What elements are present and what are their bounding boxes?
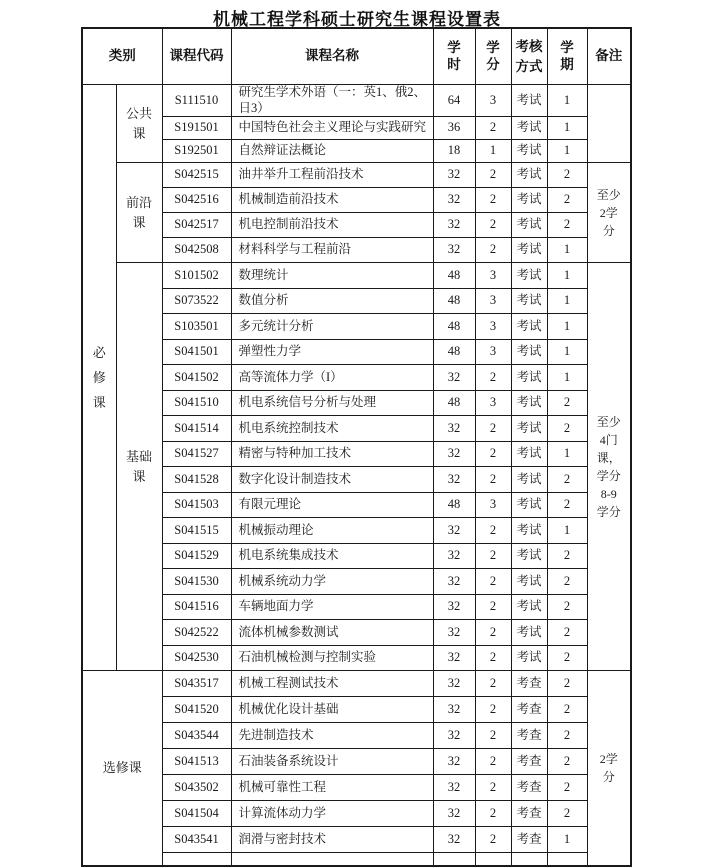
course-name-cell: 数字化设计制造技术: [231, 467, 433, 493]
table-row: [82, 594, 631, 620]
course-semester-cell: 2: [547, 492, 587, 518]
table-row-cropped: [82, 853, 631, 867]
course-code-cell: S073522: [162, 288, 231, 314]
table-row: [82, 467, 631, 493]
course-semester-cell: 2: [547, 620, 587, 646]
course-code-cell: S041514: [162, 416, 231, 442]
course-hours-cell: 48: [433, 339, 475, 365]
course-table: [81, 27, 632, 867]
course-code-cell: S041515: [162, 518, 231, 544]
course-hours-cell: 32: [433, 518, 475, 544]
course-semester-cell: 1: [547, 263, 587, 289]
table-row: [82, 749, 631, 775]
course-hours-cell: 32: [433, 188, 475, 213]
course-credits-cell: 2: [475, 801, 511, 827]
course-semester-cell: 2: [547, 569, 587, 595]
course-name-cell: 机械工程测试技术: [231, 671, 433, 697]
course-name-cell: 数值分析: [231, 288, 433, 314]
course-code-cell: S041529: [162, 543, 231, 569]
table-row: [82, 339, 631, 365]
course-assessment-cell: 考查: [511, 749, 547, 775]
course-semester-cell: 2: [547, 697, 587, 723]
course-credits-cell: 2: [475, 188, 511, 213]
course-code-cell: S041516: [162, 594, 231, 620]
course-semester-cell: 1: [547, 365, 587, 391]
course-semester-cell: 2: [547, 390, 587, 416]
course-hours-cell: 48: [433, 288, 475, 314]
course-hours-cell: 32: [433, 620, 475, 646]
course-assessment-cell: 考试: [511, 620, 547, 646]
course-hours-cell: 32: [433, 749, 475, 775]
table-row: [82, 263, 631, 289]
course-hours-cell: 18: [433, 140, 475, 163]
course-assessment-cell: 考查: [511, 827, 547, 853]
course-credits-cell: 2: [475, 518, 511, 544]
course-semester-cell: 1: [547, 518, 587, 544]
course-assessment-cell: 考试: [511, 163, 547, 188]
course-credits-cell: 3: [475, 263, 511, 289]
course-name-cell: 有限元理论: [231, 492, 433, 518]
table-row: [82, 723, 631, 749]
course-credits-cell: 3: [475, 314, 511, 340]
course-assessment-cell: 考试: [511, 85, 547, 117]
course-credits-cell: 2: [475, 441, 511, 467]
category-subgroup-cell: 基础课: [116, 263, 162, 671]
course-semester-cell: 2: [547, 775, 587, 801]
course-code-cell: S043541: [162, 827, 231, 853]
course-name-cell: 机械可靠性工程: [231, 775, 433, 801]
course-assessment-cell: 考试: [511, 416, 547, 442]
course-name-cell: 机电系统集成技术: [231, 543, 433, 569]
table-row: [82, 238, 631, 263]
course-semester-cell: 2: [547, 671, 587, 697]
table-body: [82, 85, 631, 867]
course-semester-cell: 2: [547, 749, 587, 775]
course-name-cell: 石油装备系统设计: [231, 749, 433, 775]
course-name-cell: 机电系统信号分析与处理: [231, 390, 433, 416]
course-hours-cell: 32: [433, 775, 475, 801]
course-credits-cell: 2: [475, 827, 511, 853]
course-credits-cell: 2: [475, 645, 511, 671]
table-row: [82, 117, 631, 140]
course-name-cell: 机械振动理论: [231, 518, 433, 544]
course-assessment-cell: 考试: [511, 441, 547, 467]
course-code-cell: S041520: [162, 697, 231, 723]
course-credits-cell: 2: [475, 723, 511, 749]
course-assessment-cell: 考试: [511, 238, 547, 263]
table-row: [82, 213, 631, 238]
course-name-cell: 机械系统动力学: [231, 569, 433, 595]
course-code-cell: S042517: [162, 213, 231, 238]
course-code-cell: S043502: [162, 775, 231, 801]
course-code-cell: S041502: [162, 365, 231, 391]
course-name-cell: 机电控制前沿技术: [231, 213, 433, 238]
course-code-cell: S192501: [162, 140, 231, 163]
course-credits-cell: 3: [475, 390, 511, 416]
table-row: [82, 645, 631, 671]
course-credits-cell: 2: [475, 163, 511, 188]
course-hours-cell: 32: [433, 441, 475, 467]
course-hours-cell: 32: [433, 697, 475, 723]
course-code-cell: S041504: [162, 801, 231, 827]
course-code-cell: S111510: [162, 85, 231, 117]
course-name-cell: 计算流体动力学: [231, 801, 433, 827]
course-hours-cell: 48: [433, 492, 475, 518]
course-semester-cell: 2: [547, 213, 587, 238]
cropped-cell: [547, 853, 587, 867]
table-row: [82, 314, 631, 340]
course-hours-cell: 32: [433, 213, 475, 238]
course-hours-cell: 32: [433, 365, 475, 391]
table-row: [82, 543, 631, 569]
table-row: [82, 365, 631, 391]
table-row: [82, 671, 631, 697]
course-hours-cell: 32: [433, 163, 475, 188]
course-semester-cell: 2: [547, 467, 587, 493]
course-credits-cell: 3: [475, 288, 511, 314]
category-cell-elective: 选修课: [82, 671, 162, 867]
course-name-cell: 流体机械参数测试: [231, 620, 433, 646]
course-semester-cell: 1: [547, 238, 587, 263]
course-name-cell: 弹塑性力学: [231, 339, 433, 365]
note-cell: 至少4门课，学分8-9学分: [587, 263, 631, 671]
course-credits-cell: 2: [475, 416, 511, 442]
course-code-cell: S043544: [162, 723, 231, 749]
course-assessment-cell: 考试: [511, 140, 547, 163]
page-title: 机械工程学科硕士研究生课程设置表: [213, 10, 501, 29]
category-subgroup-cell: 前沿课: [116, 163, 162, 263]
course-assessment-cell: 考试: [511, 117, 547, 140]
course-assessment-cell: 考查: [511, 697, 547, 723]
course-hours-cell: 32: [433, 543, 475, 569]
course-code-cell: S041527: [162, 441, 231, 467]
course-name-cell: 多元统计分析: [231, 314, 433, 340]
course-semester-cell: 2: [547, 163, 587, 188]
table-row: [82, 801, 631, 827]
table-row: [82, 620, 631, 646]
table-row: [82, 390, 631, 416]
table-row: [82, 140, 631, 163]
cropped-cell: [511, 853, 547, 867]
course-assessment-cell: 考试: [511, 339, 547, 365]
course-credits-cell: 2: [475, 749, 511, 775]
table-row: [82, 163, 631, 188]
course-semester-cell: 1: [547, 827, 587, 853]
course-assessment-cell: 考查: [511, 723, 547, 749]
course-hours-cell: 32: [433, 645, 475, 671]
course-name-cell: 精密与特种加工技术: [231, 441, 433, 467]
course-semester-cell: 1: [547, 117, 587, 140]
table-row: [82, 188, 631, 213]
table-row: [82, 775, 631, 801]
course-semester-cell: 2: [547, 594, 587, 620]
course-name-cell: 润滑与密封技术: [231, 827, 433, 853]
course-credits-cell: 3: [475, 85, 511, 117]
course-assessment-cell: 考试: [511, 390, 547, 416]
course-credits-cell: 2: [475, 117, 511, 140]
course-credits-cell: 2: [475, 213, 511, 238]
table-row: [82, 85, 631, 117]
note-cell: 至少2学分: [587, 163, 631, 263]
header-name: 课程名称: [231, 28, 433, 85]
table-row: [82, 492, 631, 518]
course-semester-cell: 1: [547, 85, 587, 117]
course-code-cell: S101502: [162, 263, 231, 289]
course-code-cell: S043517: [162, 671, 231, 697]
course-code-cell: S103501: [162, 314, 231, 340]
course-credits-cell: 3: [475, 339, 511, 365]
table-row: [82, 441, 631, 467]
course-hours-cell: 32: [433, 467, 475, 493]
course-name-cell: 机械制造前沿技术: [231, 188, 433, 213]
note-cell: 2学分: [587, 671, 631, 867]
table-row: [82, 697, 631, 723]
course-semester-cell: 1: [547, 441, 587, 467]
table-row: [82, 827, 631, 853]
course-name-cell: 自然辩证法概论: [231, 140, 433, 163]
course-name-cell: 高等流体力学（I）: [231, 365, 433, 391]
course-name-cell: 车辆地面力学: [231, 594, 433, 620]
header-row: [82, 28, 631, 85]
course-credits-cell: 2: [475, 543, 511, 569]
course-semester-cell: 1: [547, 140, 587, 163]
course-assessment-cell: 考试: [511, 314, 547, 340]
course-hours-cell: 32: [433, 569, 475, 595]
table-row: [82, 518, 631, 544]
course-hours-cell: 32: [433, 594, 475, 620]
course-assessment-cell: 考查: [511, 775, 547, 801]
course-code-cell: S191501: [162, 117, 231, 140]
header-code: 课程代码: [162, 28, 231, 85]
course-credits-cell: 2: [475, 365, 511, 391]
course-code-cell: S041510: [162, 390, 231, 416]
table-header: [82, 28, 631, 85]
course-assessment-cell: 考试: [511, 365, 547, 391]
header-assessment: 考核方式: [511, 28, 547, 85]
course-semester-cell: 1: [547, 314, 587, 340]
course-credits-cell: 2: [475, 671, 511, 697]
course-semester-cell: 2: [547, 188, 587, 213]
course-assessment-cell: 考试: [511, 188, 547, 213]
course-credits-cell: 2: [475, 467, 511, 493]
header-semester: 学期: [547, 28, 587, 85]
course-semester-cell: 1: [547, 288, 587, 314]
table-row: [82, 569, 631, 595]
course-hours-cell: 36: [433, 117, 475, 140]
course-code-cell: S042515: [162, 163, 231, 188]
course-assessment-cell: 考查: [511, 801, 547, 827]
cropped-cell: [162, 853, 231, 867]
course-code-cell: S041501: [162, 339, 231, 365]
course-semester-cell: 2: [547, 723, 587, 749]
course-code-cell: S042508: [162, 238, 231, 263]
course-name-cell: 机电系统控制技术: [231, 416, 433, 442]
course-code-cell: S041503: [162, 492, 231, 518]
course-credits-cell: 3: [475, 492, 511, 518]
course-credits-cell: 2: [475, 569, 511, 595]
course-name-cell: 研究生学术外语（一：英1、俄2、日3）: [231, 85, 433, 117]
category-cell-required: 必修课: [82, 85, 116, 671]
header-credits: 学分: [475, 28, 511, 85]
course-code-cell: S042530: [162, 645, 231, 671]
course-hours-cell: 48: [433, 314, 475, 340]
course-hours-cell: 32: [433, 723, 475, 749]
course-code-cell: S041530: [162, 569, 231, 595]
course-name-cell: 数理统计: [231, 263, 433, 289]
course-semester-cell: 2: [547, 645, 587, 671]
course-assessment-cell: 考试: [511, 645, 547, 671]
course-hours-cell: 48: [433, 263, 475, 289]
course-name-cell: 机械优化设计基础: [231, 697, 433, 723]
course-name-cell: 油井举升工程前沿技术: [231, 163, 433, 188]
course-semester-cell: 1: [547, 339, 587, 365]
course-hours-cell: 48: [433, 390, 475, 416]
course-name-cell: 材料科学与工程前沿: [231, 238, 433, 263]
course-assessment-cell: 考试: [511, 263, 547, 289]
course-credits-cell: 2: [475, 238, 511, 263]
course-semester-cell: 2: [547, 543, 587, 569]
cropped-cell: [231, 853, 433, 867]
course-credits-cell: 2: [475, 594, 511, 620]
course-name-cell: 先进制造技术: [231, 723, 433, 749]
course-assessment-cell: 考查: [511, 671, 547, 697]
course-assessment-cell: 考试: [511, 518, 547, 544]
course-assessment-cell: 考试: [511, 543, 547, 569]
course-credits-cell: 1: [475, 140, 511, 163]
header-category: 类别: [82, 28, 162, 85]
course-credits-cell: 2: [475, 697, 511, 723]
course-hours-cell: 32: [433, 671, 475, 697]
cropped-cell: [475, 853, 511, 867]
course-name-cell: 中国特色社会主义理论与实践研究: [231, 117, 433, 140]
course-semester-cell: 2: [547, 416, 587, 442]
course-assessment-cell: 考试: [511, 213, 547, 238]
header-hours: 学时: [433, 28, 475, 85]
course-assessment-cell: 考试: [511, 569, 547, 595]
course-code-cell: S041528: [162, 467, 231, 493]
course-code-cell: S042516: [162, 188, 231, 213]
table-row: [82, 288, 631, 314]
category-subgroup-cell: 公共课: [116, 85, 162, 163]
course-hours-cell: 32: [433, 827, 475, 853]
course-assessment-cell: 考试: [511, 467, 547, 493]
note-cell: [587, 85, 631, 163]
course-assessment-cell: 考试: [511, 288, 547, 314]
course-code-cell: S042522: [162, 620, 231, 646]
course-hours-cell: 64: [433, 85, 475, 117]
course-name-cell: 石油机械检测与控制实验: [231, 645, 433, 671]
cropped-cell: [433, 853, 475, 867]
course-credits-cell: 2: [475, 620, 511, 646]
header-note: 备注: [587, 28, 631, 85]
course-assessment-cell: 考试: [511, 594, 547, 620]
course-assessment-cell: 考试: [511, 492, 547, 518]
course-code-cell: S041513: [162, 749, 231, 775]
course-hours-cell: 32: [433, 416, 475, 442]
course-semester-cell: 2: [547, 801, 587, 827]
table-row: [82, 416, 631, 442]
course-hours-cell: 32: [433, 801, 475, 827]
course-credits-cell: 2: [475, 775, 511, 801]
course-hours-cell: 32: [433, 238, 475, 263]
